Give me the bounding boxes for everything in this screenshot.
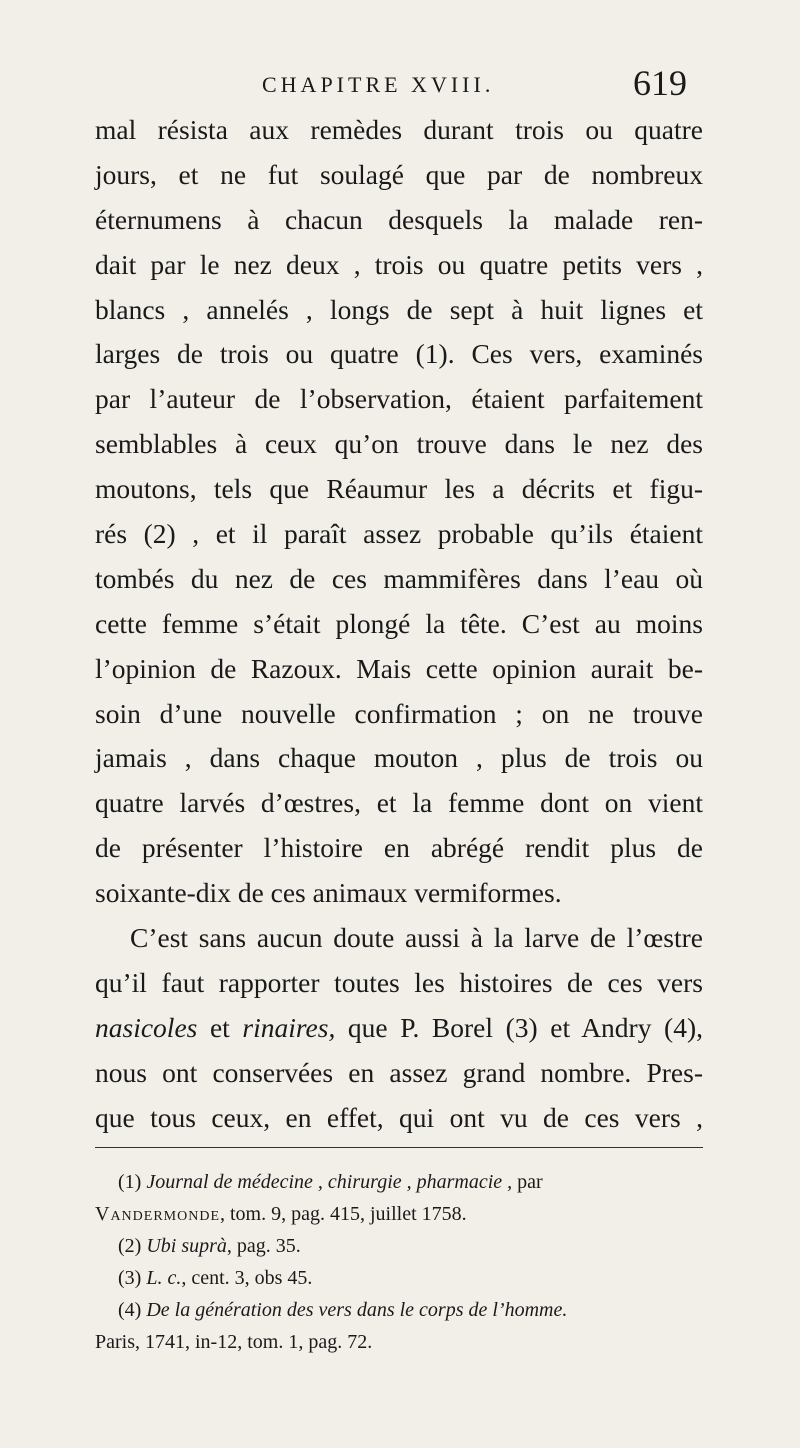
text-line: jours, et ne fut soulagé que par de nombreux [95, 158, 703, 190]
text-line: jamais , dans chaque mouton , plus de trois ou [95, 742, 703, 774]
footnote-mark: (1) [118, 1171, 147, 1193]
text-line: cette femme s’était plongé la tête. C’est au moins [95, 607, 703, 639]
footnote-title: De la génération des vers dans le corps de l’homme. [146, 1299, 568, 1321]
text-line: que tous ceux, en effet, qui ont vu de ces vers , [95, 1101, 703, 1133]
text-line: qu’il faut rapporter toutes les histoires de ces vers [95, 966, 703, 998]
italic-term: rinaires, [242, 1011, 336, 1043]
footnote-separator [95, 1147, 703, 1148]
text-line: tombés du nez de ces mammifères dans l’eau où [95, 562, 703, 594]
footnote-title: Ubi suprà [146, 1235, 227, 1257]
page-number: 619 [633, 63, 687, 103]
text-line: soixante-dix de ces animaux vermiformes. [95, 877, 562, 909]
footnote-author: Vandermonde [95, 1203, 220, 1225]
text-line: mal résista aux remèdes durant trois ou quatre [95, 114, 703, 145]
text-line: larges de trois ou quatre (1). Ces vers, examinés [95, 338, 703, 370]
footnote-title: L. c. [146, 1267, 182, 1289]
italic-term: nasicoles [95, 1011, 198, 1043]
text-line: blancs , annelés , longs de sept à huit lignes et [95, 293, 703, 325]
footnote-1 [95, 1166, 735, 1198]
footnote-mark: (2) [118, 1235, 147, 1257]
footnotes [95, 1166, 735, 1358]
text-line: nous ont conservées en assez grand nombre. Pres- [95, 1056, 703, 1088]
footnote-text: par [512, 1171, 543, 1193]
text-line: soin d’une nouvelle confirmation ; on ne trouve [95, 697, 703, 729]
text-line: de présenter l’histoire en abrégé rendit plus de [95, 832, 703, 864]
footnote-4-cont: Paris, 1741, in-12, tom. 1, pag. 72. [95, 1331, 373, 1353]
text-line: quatre larvés d’œstres, et la femme dont on vient [95, 787, 703, 819]
body-text [95, 108, 703, 1140]
text-line: C’est sans aucun doute aussi à la larve de l’œstre [130, 922, 703, 954]
text-line: dait par le nez deux , trois ou quatre petits vers , [95, 248, 703, 280]
text-fragment: et [197, 1011, 243, 1043]
footnote-mark: (4) [118, 1299, 147, 1321]
text-line: l’opinion de Razoux. Mais cette opinion aurait be- [95, 652, 703, 684]
text-line: semblables à ceux qu’on trouve dans le nez des [95, 428, 703, 460]
footnote-text: , pag. 35. [226, 1235, 301, 1257]
footnote-3 [95, 1262, 735, 1294]
footnote-title: Journal de médecine , chirurgie , pharmacie , [146, 1171, 513, 1193]
footnote-mark: (3) [118, 1267, 147, 1289]
text-line: moutons, tels que Réaumur les a décrits et figu- [95, 473, 703, 505]
page-header [0, 62, 800, 106]
footnote-text: , tom. 9, pag. 415, juillet 1758. [220, 1203, 467, 1225]
footnote-text: , cent. 3, obs 45. [181, 1267, 313, 1289]
running-head: CHAPITRE XVIII. [262, 72, 495, 97]
text-line: par l’auteur de l’observation, étaient parfaitement [95, 383, 703, 415]
text-line: éternumens à chacun desquels la malade ren- [95, 203, 703, 235]
text-fragment: que P. Borel (3) et Andry (4), [335, 1011, 703, 1043]
footnote-2 [95, 1230, 735, 1262]
footnote-4 [95, 1294, 735, 1326]
text-line [95, 1006, 703, 1051]
text-line: rés (2) , et il paraît assez probable qu’ils étaient [95, 518, 703, 550]
footnote-1-cont [95, 1198, 735, 1230]
